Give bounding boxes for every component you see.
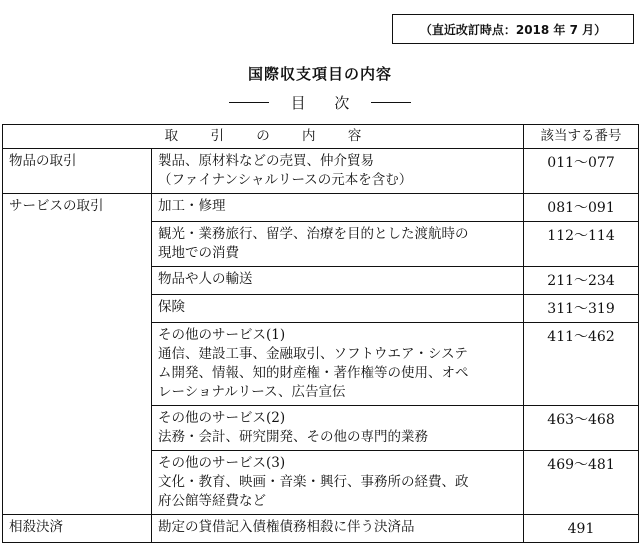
- toc-rule-left: [229, 102, 269, 103]
- content-cell: [152, 295, 524, 323]
- content-line: ム開発、情報、知的財産権・著作権等の使用、オペ: [158, 365, 469, 381]
- content-cell: [152, 323, 524, 406]
- content-line: 通信、建設工事、金融取引、ソフトウエア・システ: [158, 346, 468, 362]
- transaction-table: [2, 124, 639, 543]
- content-line: その他のサービス(3): [158, 455, 286, 471]
- content-line: その他のサービス(2): [158, 410, 286, 426]
- number-cell: 311～319: [524, 295, 639, 323]
- table-header-row: [3, 125, 639, 149]
- number-cell: 011～077: [524, 149, 639, 194]
- content-line: （ファイナンシャルリースの元本を含む）: [158, 172, 413, 188]
- content-line: レーショナルリース、広告宣伝: [158, 384, 346, 400]
- category-cell: 相殺決済: [3, 515, 152, 543]
- number-cell: 081～091: [524, 194, 639, 222]
- page-title: 国際収支項目の内容: [247, 65, 392, 83]
- number-cell: 411～462: [524, 323, 639, 406]
- number-cell: 211～234: [524, 267, 639, 295]
- content-line: 法務・会計、研究開発、その他の専門的業務: [158, 429, 428, 445]
- toc-heading: [0, 92, 640, 113]
- table-row: [3, 149, 639, 194]
- content-cell: [152, 451, 524, 515]
- table-row: [3, 194, 639, 222]
- content-line: 勘定の貸借記入債権債務相殺に伴う決済品: [158, 519, 415, 535]
- number-cell: 463～468: [524, 406, 639, 451]
- content-line: 現地での消費: [158, 245, 239, 261]
- number-cell: 112～114: [524, 222, 639, 267]
- table-row: [3, 515, 639, 543]
- content-cell: [152, 149, 524, 194]
- content-line: 保険: [158, 299, 185, 315]
- content-line: 府公館等経費など: [158, 493, 266, 509]
- content-line: 文化・教育、映画・音楽・興行、事務所の経費、政: [158, 474, 469, 490]
- content-cell: [152, 515, 524, 543]
- category-cell: 物品の取引: [3, 149, 152, 194]
- content-cell: [152, 267, 524, 295]
- column-header-number: 該当する番号: [524, 125, 639, 149]
- content-line: 観光・業務旅行、留学、治療を目的とした渡航時の: [158, 226, 469, 242]
- content-cell: [152, 222, 524, 267]
- content-line: 製品、原材料などの売買、仲介貿易: [158, 153, 374, 169]
- category-cell: サービスの取引: [3, 194, 152, 515]
- revision-date-text: （直近改訂時点：2018 年 7 月）: [419, 22, 607, 37]
- content-cell: [152, 406, 524, 451]
- revision-date-note: [392, 14, 634, 44]
- content-cell: [152, 194, 524, 222]
- number-cell: 491: [524, 515, 639, 543]
- column-header-content: 取 引 の 内 容: [3, 125, 524, 149]
- content-line: その他のサービス(1): [158, 327, 286, 343]
- toc-rule-right: [371, 102, 411, 103]
- content-line: 加工・修理: [158, 198, 226, 214]
- toc-label: 目 次: [290, 94, 362, 112]
- content-line: 物品や人の輸送: [158, 271, 253, 287]
- number-cell: 469～481: [524, 451, 639, 515]
